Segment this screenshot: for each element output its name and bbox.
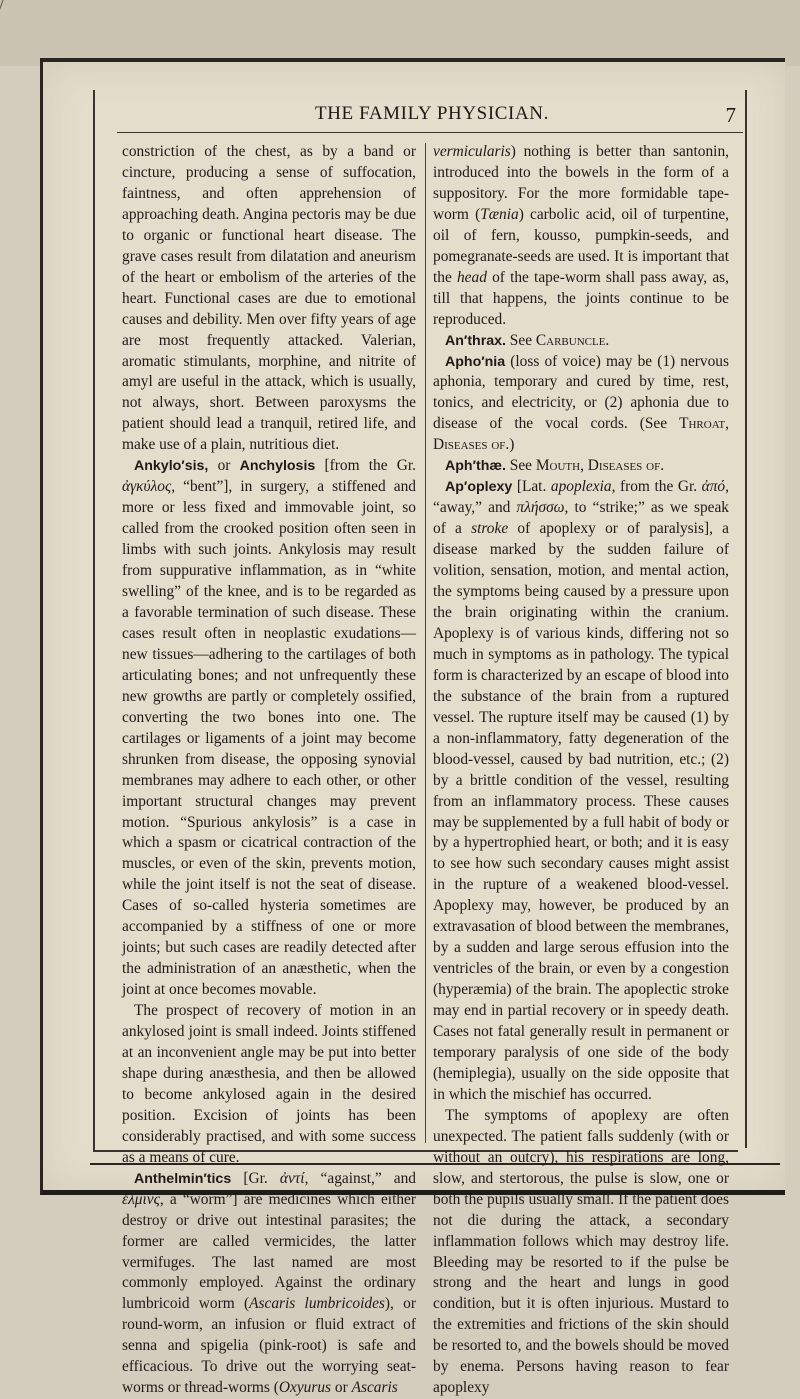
left-column (122, 142, 416, 1399)
entry-text: or (331, 1379, 352, 1397)
entry-text: ) nothing is better than santonin, introduced into the bowels in the form of a suppository. For the more formidable tape-worm ( (433, 143, 729, 223)
column-divider (425, 143, 426, 1143)
italic-word: stroke (471, 520, 509, 538)
paragraph-recovery: The prospect of recovery of motion in an ankylosed joint is small indeed. Joints stiffened at an inconvenient angle may be put into better shape during anæsthesia, and then be allowed to become ankylosed again in the desired position. Excision of joints has been considerably practised, and with some success as a means of cure. (122, 1002, 416, 1166)
latin-name: vermicularis (433, 143, 511, 160)
entry-text: , to “strike;” as we speak of a (433, 499, 729, 538)
entry-text: (loss of voice) may be (1) nervous aphonia, temporary and cured by time, rest, tonics, and electricity, or (2) aphonia due to disease of the vocal cords. (See (433, 352, 729, 433)
page-number: 7 (725, 103, 736, 127)
headword-anthelmintics: Anthelmin′tics (134, 1170, 232, 1187)
cross-reference: Throat, Diseases of. (433, 415, 729, 454)
entry-text: ) (509, 436, 515, 454)
cross-reference: Carbuncle. (535, 331, 610, 349)
paragraph-vermicularis (433, 142, 729, 331)
entry-text: [Lat. (512, 478, 551, 496)
book-edge (0, 0, 800, 66)
entry-text: ), or round-worm, an infusion or fluid extract of senna and spigelia (pink-root) is safe and efficacious. To drive out the worrying seat-worms or thread-worms ( (122, 1295, 416, 1397)
greek-word: ἀγκύλος (122, 478, 172, 496)
entry-text: See (505, 457, 536, 475)
latin-name: Oxyurus (278, 1379, 332, 1397)
paragraph-angina-continued: constriction of the chest, as by a band or cincture, producing a sense of suffocation, faintness, and often apprehension of approaching death. Angina pectoris may be due to organic or functional heart disease. The grave cases result from dilatation and aneurism of the heart or embolism of the arteries of the heart. Functional cases are due to emotional causes and debility. Men over fifty years of age are most frequently attacked. Valerian, aromatic stimulants, morphine, and nitrite of amyl are useful in the attack, which is usually, not always, short. Between paroxysms the patient should lead a tranquil, retired life, and make use of a plain, nutritious diet. (122, 143, 416, 454)
running-title: THE FAMILY PHYSICIAN. (315, 103, 549, 124)
latin-name: Ascaris lumbricoides (249, 1295, 385, 1313)
entry-text: , “bent”], in surgery, a stiffened and more or less fixed and immovable joint, so called from the crooked position often seen in limbs with such joints. Ankylosis may result from suppurative inflammation, as in “white swelling” of the knee, and is to be regarded as a favorable termination of such disease. These cases result often in neoplastic exudations—new tissues—adhering to the cartilages of both articulating bones; and not unfrequently these new growths are partly or completely ossified, converting the two bones into one. The cartilages or ligaments of a joint may become shrunken from disease, the opposing synovial membranes may adhere to each other, or other important structural changes may prevent motion. “Spurious ankylosis” is a case in which a spasm or cicatrical contraction of the muscles, or even of the skin, prevents motion, while the joint itself is not the seat of disease. Cases of so-called hysteria sometimes are accompanied by a stiffness of one or more joints; but such cases are readily detected after the administration of an anæsthetic, when the joint at once becomes movable. (122, 478, 416, 999)
entry-aphonia (433, 352, 729, 457)
headword-aphthae: Aph′thæ. (445, 458, 506, 475)
entry-text: , a “worm”] are medicines which either destroy or drive out intestinal parasites; the former are called vermicides, the latter vermifuges. The last named are most commonly employed. Against the ordinary lumbricoid worm ( (122, 1190, 416, 1313)
entry-text: [from the Gr. (315, 457, 416, 475)
page-header (120, 103, 740, 131)
greek-word: ἕλμινς (122, 1190, 160, 1208)
entry-text: , “against,” and (304, 1169, 417, 1187)
headword-aphonia: Apho′nia (445, 353, 506, 370)
entry-anthrax (433, 331, 729, 352)
entry-anthelmintics (122, 1169, 416, 1399)
entry-aphthae (433, 456, 729, 477)
greek-word: ἀντί (279, 1169, 305, 1187)
inner-frame-right-edge (745, 90, 747, 1148)
greek-word: ἀπό (701, 478, 726, 496)
entry-apoplexy (433, 477, 729, 1106)
greek-word: πλήσσω (516, 499, 565, 517)
entry-text: , “away,” and (433, 478, 729, 517)
latin-name: Tænia (480, 205, 519, 223)
headword-apoplexy: Ap′oplexy (445, 479, 513, 496)
entry-text: of apoplexy or of paralysis], a disease marked by the sudden failure of volition, sensation, motion, and mental action, the symptoms being caused by a pressure upon the brain originating within the cranium. Apoplexy is of various kinds, differing not so much in symptoms as in pathology. The typical form is characterized by an escape of blood into the substance of the brain from a ruptured vessel. The rupture itself may be caused (1) by a non-inflammatory, fatty degeneration of the blood-vessel, caused by bad nutrition, etc.; (2) by a brittle condition of the vessel, resulting from an inflammatory process. These causes may be supplemented by a full habit of body or by a hypertrophied heart, or both; and it is easy to see how such secondary causes might assist in the rupture of a weakened blood-vessel. Apoplexy may, however, be produced by an extravasation of blood between the membranes, by a sudden and large serous effusion into the ventricles of the brain, or even by a congestion (hyperæmia) of the brain. The apoplectic stroke may end in partial recovery or in speedy death. Cases not fatal generally result in permanent or temporary paralysis of one side of the body (hemiplegia), usually on the side opposite that in which the mischief has occurred. (433, 520, 729, 1103)
headword-anchylosis: Anchylosis (239, 458, 316, 475)
paragraph-apoplexy-symptoms: The symptoms of apoplexy are often unexpected. The patient falls suddenly (with or without an outcry), his respirations are long, slow, and stertorous, the pulse is slow, one or both the pupils usually small. If the patient does not die during the attack, a secondary inflammation follows which may destroy life. Bleeding may be resorted to if the pulse be strong and the heart and lungs in good condition, but it is often injurious. Mustard to the extremities and frictions of the skin should be resorted to, and the bowels should be moved by enema. Persons having reason to fear apoplexy (433, 1106, 729, 1397)
italic-word: head (456, 268, 487, 286)
entry-text: of the tape-worm shall pass away, as, till that happens, the joints continue to be reproduced. (433, 268, 729, 328)
headword-ankylosis: Ankylo′sis, (134, 458, 209, 475)
entry-text: See (505, 331, 536, 349)
latin-name: Ascaris (351, 1379, 398, 1397)
header-rule (117, 132, 743, 133)
latin-name: apoplexia (550, 478, 612, 496)
headword-anthrax: An′thrax. (445, 332, 506, 349)
entry-text: ) carbolic acid, oil of turpentine, oil of fern, kousso, pumpkin-seeds, and pomegranate-seeds are used. It is important that the (433, 205, 729, 286)
entry-text: , from the Gr. (611, 478, 702, 496)
entry-ankylosis (122, 456, 416, 1001)
entry-text: [Gr. (231, 1169, 280, 1187)
right-column (433, 142, 729, 1399)
cross-reference: Mouth, Diseases of. (535, 457, 665, 475)
entry-text: or (208, 457, 240, 475)
